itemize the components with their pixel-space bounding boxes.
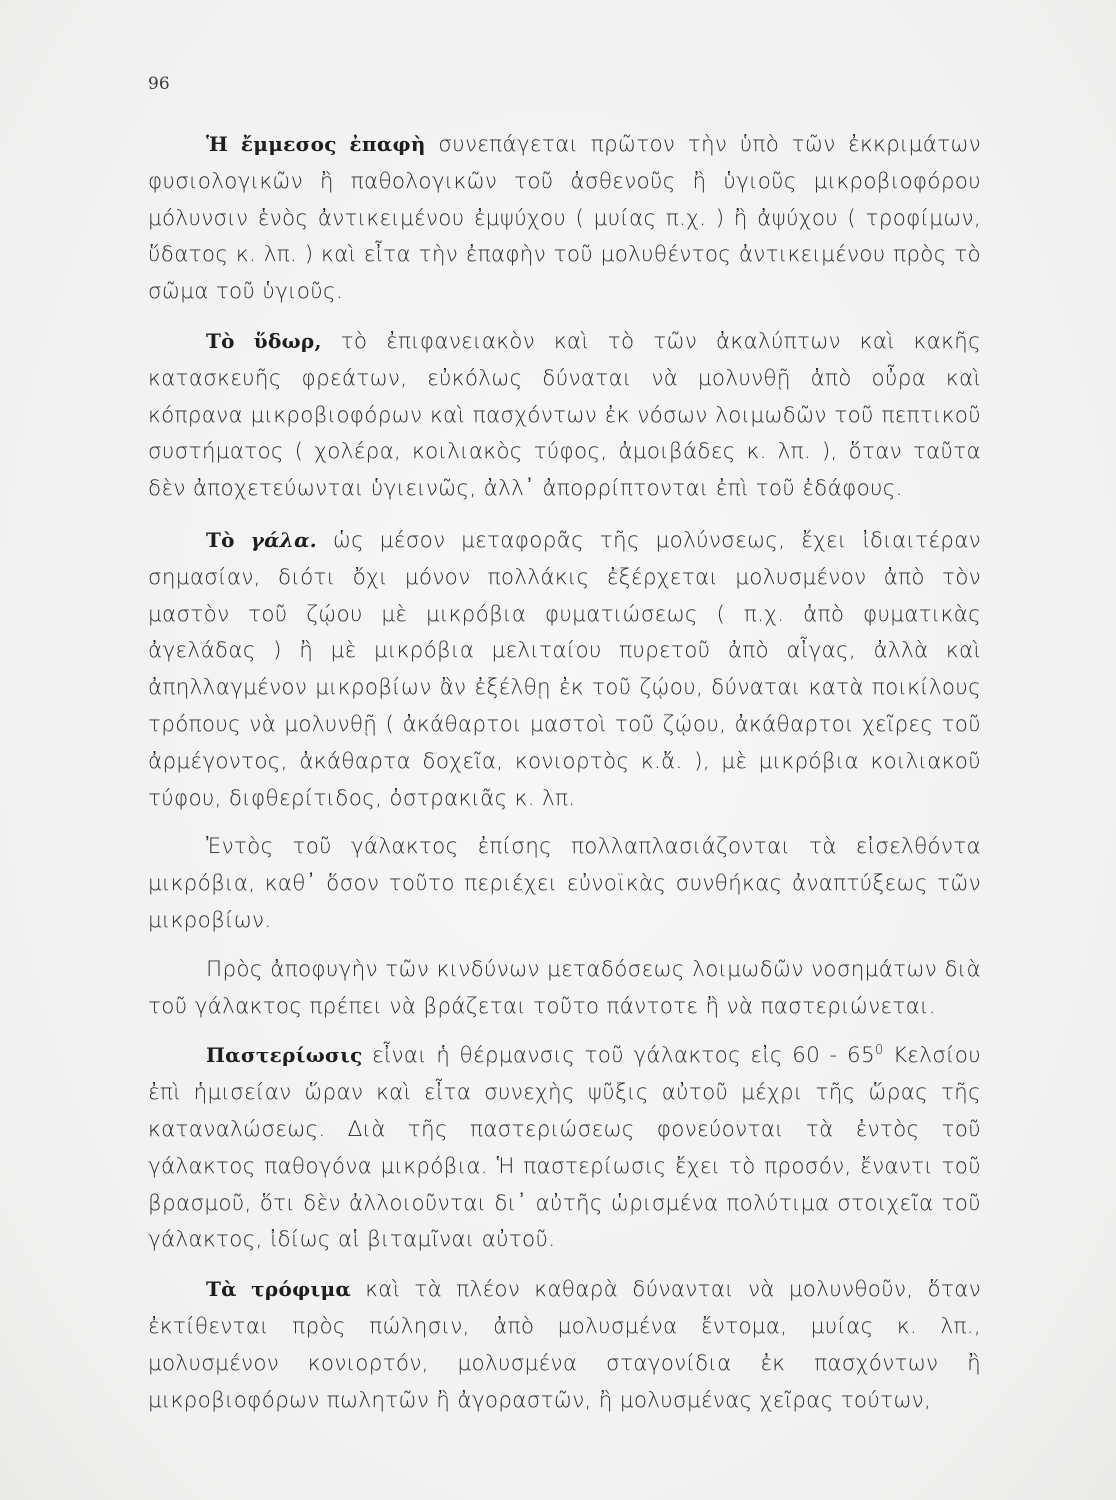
term-pasteurization: Παστερίωσις [206,1043,363,1068]
paragraph-text: Ἐντὸς τοῦ γάλακτος ἐπίσης πολλαπλασιάζονται τὰ εἰσελθόντα μικρόβια, καθ᾽ ὅσον τοῦτο περιέχει εὐνοϊκὰς συνθήκας ἀναπτύξεως τῶν μικροβίων. [148,834,981,933]
paragraph-text: Πρὸς ἀποφυγὴν τῶν κινδύνων μεταδόσεως λοιμωδῶν νοσημάτων διὰ τοῦ γάλακτος πρέπει νὰ βράζεται τοῦτο πάντοτε ἢ νὰ παστεριώνεται. [148,956,981,1019]
paragraph-milk-multiplication [148,829,981,939]
paragraph-text: καὶ τὰ πλέον καθαρὰ δύνανται νὰ μολυνθοῦν, ὅταν ἐκτίθενται πρὸς πώλησιν, ἀπὸ μολυσμένα ἔντομα, μυίας κ. λπ., μολυσμένον κονιορτόν, μολυσμένα σταγονίδια ἐκ πασχόντων ἢ μικροβιοφόρων πωλητῶν ἢ ἀγοραστῶν, ἢ μολυσμένας χεῖρας τούτων, [148,1277,982,1413]
paragraph-text: τὸ ἐπιφανειακὸν καὶ τὸ τῶν ἀκαλύπτων καὶ κακῆς κατασκευῆς φρεάτων, εὐκόλως δύναται νὰ μολυνθῇ ἀπὸ οὖρα καὶ κόπρανα μικροβιοφόρων καὶ πασχόντων ἐκ νόσων λοιμωδῶν τοῦ πεπτικοῦ συστήματος ( χολέρα, κοιλιακὸς τύφος, ἀμοιβάδες κ. λπ. ), ὅταν ταῦτα δὲν ἀποχετεύωνται ὑγιεινῶς, ἀλλ᾽ ἀπορρίπτονται ἐπὶ τοῦ ἐδάφους. [148,328,981,502]
paragraph-text: συνεπάγεται πρῶτον τὴν ὑπὸ τῶν ἐκκριμάτων φυσιολογικῶν ἢ παθολογικῶν τοῦ ἀσθενοῦς ἢ ὑγιοῦς μικροβιοφόρου μόλυνσιν ἑνὸς ἀντικειμένου ἐμψύχου ( μυίας π.χ. ) ἢ ἀψύχου ( τροφίμων, ὕδατος κ. λπ. ) καὶ εἶτα τὴν ἐπαφὴν τοῦ μολυθέντος ἀντικειμένου πρὸς τὸ σῶμα τοῦ ὑγιοῦς. [148,132,981,305]
page-number: 96 [148,74,170,94]
body-text [148,126,981,1431]
paragraph-milk [148,522,981,817]
paragraph-text: εἶναι ἡ θέρμανσις τοῦ γάλακτος εἰς 60 - 65 [362,1043,875,1069]
term-milk: γάλα. [250,527,318,552]
paragraph-water [148,323,981,508]
paragraph-pasteurization [148,1037,981,1259]
term-water: Τὸ ὕδωρ, [206,328,322,353]
paragraph-text: ὡς μέσον μεταφορᾶς τῆς μολύνσεως, ἔχει ἰδιαιτέραν σημασίαν, διότι ὄχι μόνον πολλάκις ἐξέρχεται μολυσμένον ἀπὸ τὸν μαστὸν τοῦ ζῴου μὲ μικρόβια φυματιώσεως ( π.χ. ἀπὸ φυματικὰς ἀγελάδας ) ἢ μὲ μικρόβια μελιταίου πυρετοῦ ἀπὸ αἶγας, ἀλλὰ καὶ ἀπηλλαγμένον μικροβίων ἂν ἐξέλθῃ ἐκ τοῦ ζῴου, δύναται κατὰ ποικίλους τρόπους νὰ μολυνθῇ ( ἀκάθαρτοι μαστοὶ τοῦ ζῴου, ἀκάθαρτοι χεῖρες τοῦ ἀρμέγοντος, ἀκάθαρτα δοχεῖα, κονιορτὸς κ.ἄ. ), μὲ μικρόβια κοιλιακοῦ τύφου, διφθερίτιδος, ὀστρακιᾶς κ. λπ. [148,527,981,811]
degree-superscript: 0 [874,1043,884,1059]
term-foods: Τὰ τρόφιμα [206,1277,352,1302]
paragraph-indirect-contact [148,126,981,311]
term-milk-article: Τὸ [206,527,235,552]
term-indirect-contact: Ἡ ἔμμεσος ἐπαφὴ [206,132,426,156]
paragraph-milk-prevention [148,952,981,1026]
paragraph-text: Κελσίου ἐπὶ ἡμισείαν ὥραν καὶ εἶτα συνεχὴς ψῦξις αὐτοῦ μέχρι τῆς ὥρας τῆς καταναλώσεως. Διὰ τῆς παστεριώσεως φονεύονται τὰ ἐντὸς τοῦ γάλακτος παθογόνα μικρόβια. Ἡ παστερίωσις ἔχει τὸ προσόν, ἔναντι τοῦ βρασμοῦ, ὅτι δὲν ἀλλοιοῦνται δι᾽ αὐτῆς ὡρισμένα πολύτιμα στοιχεῖα τοῦ γάλακτος, ἰδίως αἱ βιταμῖναι αὐτοῦ. [148,1043,981,1253]
paragraph-foods [148,1271,981,1419]
